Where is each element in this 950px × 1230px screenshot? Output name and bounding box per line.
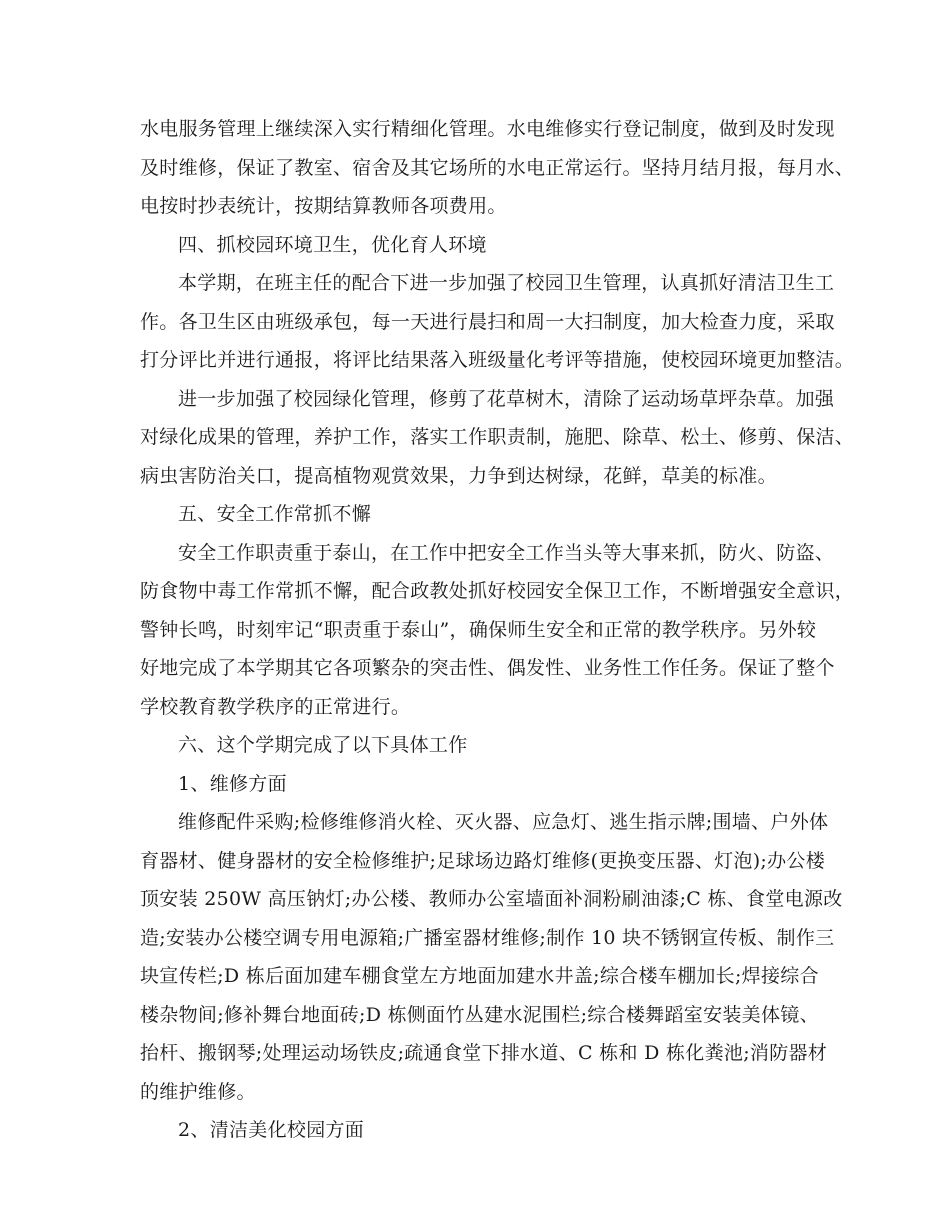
document-body bbox=[140, 110, 855, 1150]
text-line: 进一步加强了校园绿化管理，修剪了花草树木，清除了运动场草坪杂草。加强 bbox=[178, 387, 835, 410]
text-line: 电按时抄表统计，按期结算教师各项费用。 bbox=[140, 195, 507, 217]
text-line: 学校教育教学秩序的正常进行。 bbox=[140, 695, 411, 718]
text-line: 好地完成了本学期其它各项繁杂的突击性、偶发性、业务性工作任务。保证了整个 bbox=[140, 657, 835, 679]
text-line: 块宣传栏;D 栋后面加建车棚食堂左方地面加建水井盖;综合楼车棚加长;焊接综合 bbox=[140, 965, 819, 987]
text-line: 的维护维修。 bbox=[140, 1080, 256, 1103]
text-line: 四、抓校园环境卫生，优化育人环境 bbox=[178, 233, 487, 256]
text-line: 打分评比并进行通报，将评比结果落入班级量化考评等措施，使校园环境更加整洁。 bbox=[140, 349, 855, 371]
text-line: 及时维修，保证了教室、宿舍及其它场所的水电正常运行。坚持月结月报，每月水、 bbox=[140, 156, 855, 179]
text-line: 五、安全工作常抓不懈 bbox=[178, 503, 372, 525]
text-line: 顶安装 250W 高压钠灯;办公楼、教师办公室墙面补洞粉刷油漆;C 栋、食堂电源改 bbox=[140, 888, 843, 910]
text-line: 六、这个学期完成了以下具体工作 bbox=[178, 734, 468, 756]
text-line: 对绿化成果的管理，养护工作，落实工作职责制，施肥、除草、松土、修剪、保洁、 bbox=[140, 426, 855, 448]
text-line: 维修配件采购;检修维修消火栓、灭火器、应急灯、逃生指示牌;围墙、户外体 bbox=[178, 811, 829, 833]
text-line: 病虫害防治关口，提高植物观赏效果，力争到达树绿，花鲜，草美的标准。 bbox=[140, 464, 777, 487]
text-line: 造;安装办公楼空调专用电源箱;广播室器材维修;制作 10 块不锈钢宣传板、制作三 bbox=[140, 926, 835, 949]
text-line: 水电服务管理上继续深入实行精细化管理。水电维修实行登记制度，做到及时发现 bbox=[140, 118, 835, 140]
text-line: 防食物中毒工作常抓不懈，配合政教处抓好校园安全保卫工作，不断增强安全意识， bbox=[140, 580, 855, 602]
text-line: 育器材、健身器材的安全检修维护;足球场边路灯维修(更换变压器、灯泡);办公楼 bbox=[140, 849, 826, 872]
text-line: 安全工作职责重于泰山，在工作中把安全工作当头等大事来抓，防火、防盗、 bbox=[178, 541, 835, 564]
text-line: 2、清洁美化校园方面 bbox=[178, 1119, 365, 1141]
text-line: 警钟长鸣，时刻牢记“职责重于泰山”，确保师生安全和正常的教学秩序。另外较 bbox=[140, 618, 817, 641]
text-line: 楼杂物间;修补舞台地面砖;D 栋侧面竹丛建水泥围栏;综合楼舞蹈室安装美体镜、 bbox=[140, 1003, 819, 1026]
text-line: 作。各卫生区由班级承包，每一天进行晨扫和周一大扫制度，加大检查力度，采取 bbox=[140, 310, 835, 333]
text-line: 抬杆、搬钢琴;处理运动场铁皮;疏通食堂下排水道、C 栋和 D 栋化粪池;消防器材 bbox=[140, 1042, 828, 1064]
text-line: 本学期，在班主任的配合下进一步加强了校园卫生管理，认真抓好清洁卫生工 bbox=[178, 272, 835, 294]
text-line: 1、维修方面 bbox=[178, 772, 287, 795]
